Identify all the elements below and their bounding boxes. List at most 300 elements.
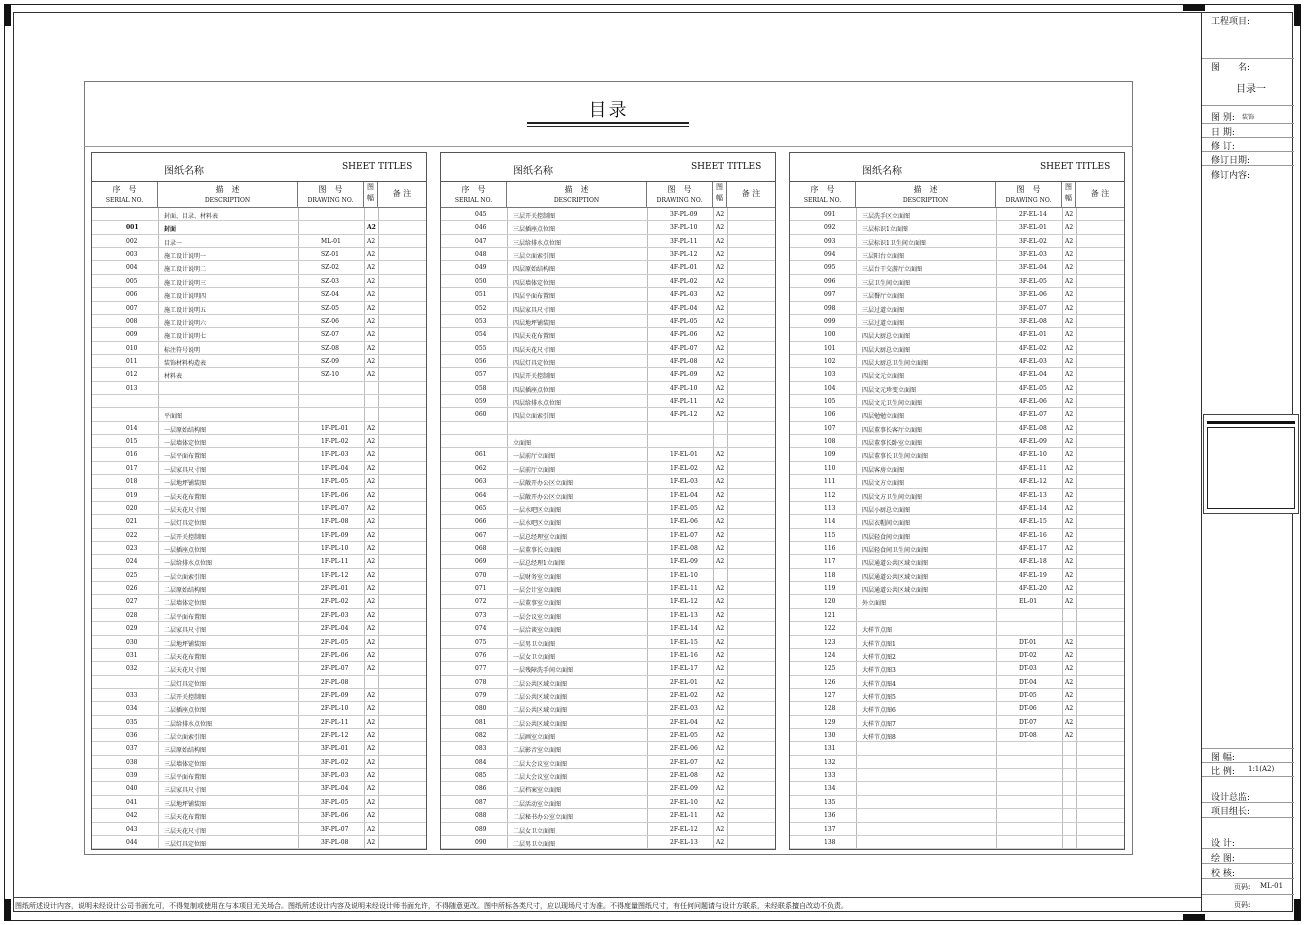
table-row — [92, 221, 426, 234]
serial-no: 023 — [126, 545, 138, 552]
table-row — [92, 368, 426, 381]
table-row — [790, 702, 1124, 715]
table-row — [790, 662, 1124, 675]
table-row — [441, 729, 775, 742]
drawing-no: 1F-EL-17 — [670, 665, 698, 673]
serial-no: 005 — [126, 277, 138, 285]
serial-no: 128 — [824, 705, 836, 713]
sheet-size: A2 — [1065, 651, 1074, 659]
serial-no: 017 — [126, 464, 138, 472]
sheet-size: A2 — [716, 304, 725, 312]
description: 二层公共区域立面图 — [513, 680, 568, 688]
table-row — [790, 315, 1124, 328]
table-row — [441, 609, 775, 622]
serial-no: 012 — [126, 371, 138, 379]
serial-no: 109 — [824, 451, 836, 459]
sheet-size: A2 — [1065, 291, 1074, 299]
table-row — [92, 569, 426, 582]
sheet-size: A2 — [1065, 371, 1074, 379]
table-row — [441, 395, 775, 408]
description: 大样节点图2 — [862, 653, 896, 661]
table-row — [92, 662, 426, 675]
drawing-no: 3F-PL-11 — [670, 237, 698, 245]
legal-notice: 图纸所述设计内容，说明未经设计公司书面允可，不得复制或使用在与本项目无关场合。图纸所述设计内容及说明未经设计师书面允许，不得随意更改。图中所标各类尺寸，应以现场尺寸为准。不得度量图纸尺寸，有任何问题请与设计方联系，未经联系擅自改动不负责。 — [13, 897, 1201, 911]
serial-no: 124 — [824, 651, 836, 659]
drawing-no: 4F-EL-03 — [1019, 357, 1047, 365]
drawing-no: 2F-PL-12 — [321, 732, 349, 740]
drawing-no: ML-01 — [321, 237, 341, 245]
serial-no: 103 — [824, 371, 836, 379]
serial-no: 125 — [824, 665, 836, 673]
drawing-no: 4F-EL-12 — [1019, 478, 1047, 486]
description: 大样节点图7 — [862, 720, 896, 728]
serial-no: 105 — [824, 398, 836, 406]
drawing-name-label: 图 名: — [1211, 63, 1251, 73]
sheet-size: A2 — [1065, 224, 1074, 232]
table-row — [92, 689, 426, 702]
description: 大样节点图1 — [862, 640, 896, 648]
description: 标注符号说明 — [164, 346, 201, 354]
divider — [1202, 878, 1294, 879]
serial-no: 132 — [824, 758, 836, 766]
drawing-no: 1F-EL-10 — [670, 571, 698, 579]
serial-no: 052 — [475, 304, 487, 312]
description: 二层大会议室立面图 — [513, 760, 568, 768]
col-note: 备 注 — [727, 182, 775, 208]
scale-label: 比 例: — [1211, 767, 1235, 777]
drawing-no: 3F-PL-01 — [321, 745, 349, 753]
table-row — [92, 636, 426, 649]
description: 一层开关控制图 — [164, 533, 207, 541]
table-row — [92, 355, 426, 368]
description: 四层大厨总立面图 — [862, 346, 911, 354]
description: 一层天花尺寸图 — [164, 506, 207, 514]
table-row — [92, 742, 426, 755]
description: 二层灯具定位图 — [164, 680, 207, 688]
sheet-size: A2 — [1065, 451, 1074, 459]
serial-no: 082 — [475, 732, 487, 740]
drawing-no: DT-04 — [1019, 678, 1037, 686]
serial-no: 061 — [475, 451, 487, 459]
col-description: 描 述 DESCRIPTION — [856, 182, 996, 208]
panel-header — [790, 153, 1124, 182]
description: 四层文元立面图 — [862, 373, 905, 381]
description: 二层地坪铺装图 — [164, 640, 207, 648]
description: 三层天花尺寸图 — [164, 827, 207, 835]
index-panel-1 — [91, 152, 427, 850]
serial-no: 101 — [824, 344, 836, 352]
serial-no: 110 — [824, 464, 836, 472]
table-row — [441, 689, 775, 702]
table-row — [441, 275, 775, 288]
drawing-no: 3F-EL-05 — [1019, 277, 1047, 285]
description: 二层开关控制图 — [164, 693, 207, 701]
header-en: SHEET TITLES — [1040, 162, 1111, 172]
table-row — [441, 649, 775, 662]
serial-no: 092 — [824, 224, 836, 232]
serial-no: 056 — [475, 357, 487, 365]
sheet-size: A2 — [716, 451, 725, 459]
table-row — [92, 382, 426, 395]
table-row — [441, 662, 775, 675]
table-row — [790, 475, 1124, 488]
divider — [1202, 748, 1294, 749]
sheet-size: A2 — [1065, 424, 1074, 432]
table-row — [92, 676, 426, 689]
sheet-size: A2 — [716, 678, 725, 686]
sheet-size: A2 — [1065, 678, 1074, 686]
col-serial: 序 号 SERIAL NO. — [441, 182, 507, 208]
sheet-size: A2 — [1065, 304, 1074, 312]
serial-no: 002 — [126, 237, 138, 245]
sheet-size: A2 — [716, 691, 725, 699]
sheet-size: A2 — [716, 838, 725, 846]
description: 施工设计说明七 — [164, 333, 207, 341]
drawing-no: 2F-EL-06 — [670, 745, 698, 753]
table-row — [441, 328, 775, 341]
description: 一层家具尺寸图 — [164, 466, 207, 474]
sheet-size: A2 — [1065, 478, 1074, 486]
description: 四层给排水点位图 — [513, 400, 562, 408]
divider — [1202, 894, 1294, 895]
table-row — [790, 742, 1124, 755]
drawing-no: 4F-EL-02 — [1019, 344, 1047, 352]
description: 二层大会议室立面图 — [513, 774, 568, 782]
sheet-size: A2 — [367, 598, 376, 606]
drawing-no: SZ-07 — [321, 331, 339, 339]
col-serial: 序 号 SERIAL NO. — [92, 182, 158, 208]
description: 封面 — [164, 226, 177, 234]
description: 四层勉勉立面图 — [862, 413, 905, 421]
description: 四层墙体定位图 — [513, 279, 556, 287]
description: 一层插座点位图 — [164, 547, 207, 554]
drawing-no: 4F-EL-11 — [1019, 464, 1047, 472]
description: 一层前厅立面图 — [513, 453, 556, 461]
table-row — [92, 515, 426, 528]
date-label: 日 期: — [1211, 128, 1235, 138]
table-row — [790, 395, 1124, 408]
drawing-no: 1F-PL-01 — [321, 424, 349, 432]
description: 四层插座点位图 — [513, 386, 556, 394]
design-director-label: 设计总监: — [1211, 793, 1251, 803]
divider — [1202, 123, 1294, 124]
description: 目录一 — [164, 239, 183, 247]
sheet-size: A2 — [1065, 638, 1074, 646]
sheet-size: A2 — [716, 718, 725, 726]
table-row — [790, 782, 1124, 795]
serial-no: 051 — [475, 291, 487, 299]
table-row — [92, 769, 426, 782]
drawing-no: 1F-EL-03 — [670, 478, 698, 486]
col-note: 备 注 — [1076, 182, 1124, 208]
description: 四层客房立面图 — [862, 466, 905, 474]
sheet-size: A2 — [716, 638, 725, 646]
drawing-no: DT-05 — [1019, 691, 1037, 699]
sheet-size: A2 — [716, 732, 725, 740]
description: 三层卫生间立面图 — [862, 279, 911, 287]
serial-no: 079 — [475, 691, 487, 699]
serial-no: 075 — [475, 638, 487, 646]
table-row — [92, 796, 426, 809]
description: 一层残障洗手间立面图 — [513, 667, 574, 675]
sheet-size: A2 — [367, 838, 376, 846]
drawing-no: 2F-PL-05 — [321, 638, 349, 646]
table-row — [441, 702, 775, 715]
serial-no: 116 — [824, 545, 836, 552]
drawing-no: 2F-EL-05 — [670, 732, 698, 740]
drawing-no: 4F-EL-13 — [1019, 491, 1047, 499]
col-note: 备 注 — [378, 182, 426, 208]
drawing-no: SZ-04 — [321, 291, 339, 299]
sheet-size: A2 — [367, 611, 376, 619]
description: 四层通道公共区域立面图 — [862, 573, 929, 581]
description: 一层水吧区立面图 — [513, 506, 562, 514]
sheet-size: A2 — [1065, 545, 1074, 552]
col-drawing-no: 图 号 DRAWING NO. — [996, 182, 1062, 208]
description: 大样节点图 — [862, 627, 893, 635]
table-row — [790, 382, 1124, 395]
drawing-no: 1F-PL-02 — [321, 438, 349, 446]
sheet-size: A2 — [716, 705, 725, 713]
serial-no: 057 — [475, 371, 487, 379]
serial-no: 107 — [824, 424, 836, 432]
divider — [1202, 151, 1294, 152]
description: 四层董事长卫生间立面图 — [862, 453, 929, 461]
sheet-size: A2 — [367, 531, 376, 539]
serial-no: 031 — [126, 651, 138, 659]
description: 二层画室立面图 — [513, 734, 556, 742]
sheet-size: A2 — [1065, 438, 1074, 446]
serial-no: 095 — [824, 264, 836, 272]
description: 一层水吧区立面图 — [513, 520, 562, 528]
drawing-no: 2F-PL-08 — [321, 678, 349, 686]
serial-no: 033 — [126, 691, 138, 699]
table-row — [92, 582, 426, 595]
drawing-no: 2F-EL-10 — [670, 798, 698, 806]
drawing-no: 1F-PL-08 — [321, 518, 349, 526]
description: 施工设计说明三 — [164, 279, 207, 287]
sheet-size: A2 — [1065, 464, 1074, 472]
drawing-name-value: 目录一 — [1236, 84, 1266, 95]
drawing-no: 4F-EL-14 — [1019, 504, 1047, 512]
serial-no: 036 — [126, 732, 138, 740]
category-label: 图 别: — [1211, 113, 1235, 123]
sheet-size: A2 — [1065, 264, 1074, 272]
table-row — [441, 582, 775, 595]
sheet-size: A2 — [367, 558, 376, 566]
description: 二层档案室立面图 — [513, 787, 562, 795]
drawing-no: 4F-EL-05 — [1019, 384, 1047, 392]
serial-no: 015 — [126, 438, 138, 446]
description: 四层小厨总立面图 — [862, 506, 911, 514]
drawing-no: 3F-PL-06 — [321, 812, 349, 820]
drawing-no: 2F-PL-10 — [321, 705, 349, 713]
sheet-size: A2 — [367, 651, 376, 659]
description: 大样节点图8 — [862, 734, 896, 742]
drawing-no: SZ-02 — [321, 264, 339, 272]
serial-no: 100 — [824, 331, 836, 339]
serial-no: 003 — [126, 251, 138, 259]
sheet-size: A2 — [1065, 344, 1074, 352]
page-code-value: ML-01 — [1260, 882, 1284, 890]
project-label: 工程项目: — [1211, 17, 1251, 27]
description: 材料表 — [164, 373, 183, 381]
description: 四层董事长卧室立面图 — [862, 440, 923, 448]
table-row — [92, 836, 426, 849]
description: 一层会议室立面图 — [513, 613, 562, 621]
table-row — [441, 769, 775, 782]
sheet-size: A2 — [716, 277, 725, 285]
revision-date-label: 修订日期: — [1211, 156, 1251, 166]
col-drawing-no: 图 号 DRAWING NO. — [298, 182, 364, 208]
drawing-no: 4F-PL-03 — [670, 291, 698, 299]
sheet-size: A2 — [716, 291, 725, 299]
sheet-size: A2 — [1065, 211, 1074, 218]
serial-no: 120 — [824, 598, 836, 606]
table-row — [790, 275, 1124, 288]
description: 施工设计说明一 — [164, 253, 207, 261]
table-row — [92, 716, 426, 729]
table-row — [790, 809, 1124, 822]
description: 大样节点图3 — [862, 667, 896, 675]
serial-no: 032 — [126, 665, 138, 673]
table-row — [92, 342, 426, 355]
sheet-size: A2 — [367, 264, 376, 272]
drawing-no: 3F-PL-04 — [321, 785, 349, 793]
drawing-no: 4F-PL-05 — [670, 317, 698, 325]
drawing-no: 4F-EL-07 — [1019, 411, 1047, 419]
sheet-size: A2 — [1065, 251, 1074, 259]
divider — [1202, 105, 1294, 106]
table-row — [441, 355, 775, 368]
sheet-size: A2 — [716, 665, 725, 673]
table-row — [441, 288, 775, 301]
description: 二层墙体定位图 — [164, 600, 207, 608]
table-row — [790, 261, 1124, 274]
sheet-size: A2 — [367, 438, 376, 446]
table-row — [441, 235, 775, 248]
sheet-size: A2 — [367, 785, 376, 793]
sheet-size: A2 — [716, 785, 725, 793]
drawing-no: DT-01 — [1019, 638, 1037, 646]
serial-no: 123 — [824, 638, 836, 646]
table-row — [790, 248, 1124, 261]
table-row — [790, 529, 1124, 542]
sheet-size: A2 — [367, 518, 376, 526]
drawing-no: 4F-EL-20 — [1019, 585, 1047, 593]
description: 施工设计说明四 — [164, 293, 207, 301]
category-value: 装饰 — [1242, 114, 1255, 121]
sheet-size: A2 — [367, 277, 376, 285]
drawing-no: 2F-EL-13 — [670, 838, 698, 846]
serial-no: 062 — [475, 464, 487, 472]
description: 四层原始结构图 — [513, 266, 556, 274]
table-row — [790, 716, 1124, 729]
description: 施工设计说明二 — [164, 266, 207, 274]
serial-no: 137 — [824, 825, 836, 833]
divider — [1202, 817, 1294, 818]
header-en: SHEET TITLES — [342, 162, 413, 172]
serial-no: 049 — [475, 264, 487, 272]
serial-no: 045 — [475, 211, 487, 218]
drawing-no: 1F-EL-08 — [670, 545, 698, 552]
serial-no: 058 — [475, 384, 487, 392]
table-row — [441, 315, 775, 328]
serial-no: 090 — [475, 838, 487, 846]
serial-no: 035 — [126, 718, 138, 726]
table-row — [790, 408, 1124, 421]
serial-no: 042 — [126, 812, 138, 820]
description: 一层灯具定位图 — [164, 520, 207, 528]
table-row — [790, 569, 1124, 582]
company-logo-box — [1203, 414, 1299, 514]
table-row — [92, 529, 426, 542]
serial-no: 080 — [475, 705, 487, 713]
serial-no: 030 — [126, 638, 138, 646]
drawing-no: 4F-PL-01 — [670, 264, 698, 272]
serial-no: 011 — [126, 357, 138, 365]
revision-label: 修 订: — [1211, 142, 1235, 152]
table-row — [92, 422, 426, 435]
description: 二层给排水点位图 — [164, 720, 213, 728]
sheet-size: A2 — [716, 224, 725, 232]
serial-no: 055 — [475, 344, 487, 352]
sheet-size: A2 — [1065, 732, 1074, 740]
sheet-size: A2 — [367, 478, 376, 486]
serial-no: 083 — [475, 745, 487, 753]
sheet-size: A2 — [716, 518, 725, 526]
description: 一层原始结构图 — [164, 426, 207, 434]
serial-no: 064 — [475, 491, 487, 499]
description: 四层开关控制图 — [513, 373, 556, 381]
sheet-size: A2 — [1065, 691, 1074, 699]
table-row — [790, 302, 1124, 315]
sheet-size: A2 — [716, 411, 725, 419]
serial-no: 115 — [824, 531, 836, 539]
table-row — [441, 448, 775, 461]
table-row — [92, 649, 426, 662]
sheet-size: A2 — [367, 545, 376, 552]
sheet-size: A2 — [716, 598, 725, 606]
sheet-size: A2 — [716, 251, 725, 259]
table-row — [441, 622, 775, 635]
drawing-no: 4F-PL-08 — [670, 357, 698, 365]
col-size: 图幅 — [1062, 182, 1076, 208]
description: 三层插座点位图 — [513, 226, 556, 234]
table-row — [790, 769, 1124, 782]
table-row — [441, 368, 775, 381]
table-row — [441, 408, 775, 421]
drawing-no: 4F-PL-07 — [670, 344, 698, 352]
table-row — [790, 555, 1124, 568]
serial-no: 131 — [824, 745, 836, 753]
sheet-size: A2 — [367, 344, 376, 352]
sheet-size: A2 — [367, 718, 376, 726]
drawing-no: 3F-PL-03 — [321, 772, 349, 780]
serial-no: 084 — [475, 758, 487, 766]
drawing-no: 3F-PL-07 — [321, 825, 349, 833]
sheet-size: A2 — [367, 665, 376, 673]
drawing-no: 4F-PL-10 — [670, 384, 698, 392]
table-row — [790, 448, 1124, 461]
table-row — [92, 729, 426, 742]
description: 封面、目录、材料表 — [164, 213, 219, 220]
table-row — [790, 609, 1124, 622]
serial-no: 112 — [824, 491, 836, 499]
sheet-size: A2 — [367, 825, 376, 833]
serial-no: 024 — [126, 558, 138, 566]
serial-no: 053 — [475, 317, 487, 325]
